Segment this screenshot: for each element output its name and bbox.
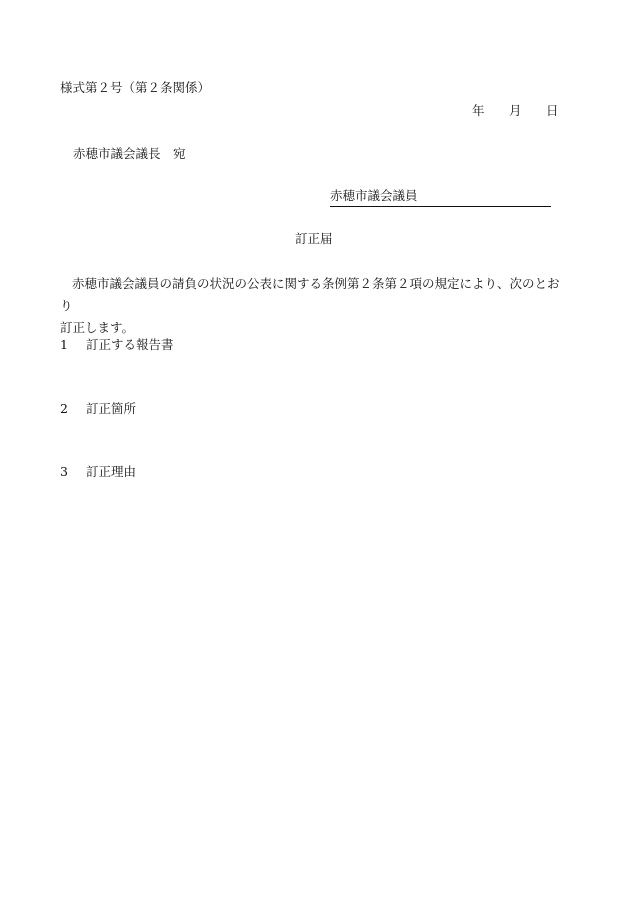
date-day-label: 日	[546, 103, 559, 118]
item-label: 訂正理由	[86, 464, 137, 479]
member-label: 赤穂市議会議員	[330, 188, 418, 203]
date-month-label: 月	[509, 103, 522, 118]
document-title: 訂正届	[295, 231, 333, 246]
item-label: 訂正する報告書	[86, 337, 174, 352]
item-number: 2	[60, 401, 68, 416]
body-paragraph	[60, 273, 570, 339]
item-number: 1	[60, 337, 68, 352]
addressee: 赤穂市議会議長 宛	[73, 146, 186, 161]
item-label: 訂正箇所	[86, 401, 137, 416]
body-line-1: 赤穂市議会議員の請負の状況の公表に関する条例第２条第２項の規定により、次のとおり	[60, 276, 560, 313]
date-row	[0, 105, 630, 121]
date-year-label: 年	[472, 103, 485, 118]
form-number: 様式第２号（第２条関係）	[60, 80, 211, 95]
item-number: 3	[60, 464, 68, 479]
body-line-2: 訂正します。	[60, 320, 135, 335]
member-signature-line	[330, 190, 551, 207]
